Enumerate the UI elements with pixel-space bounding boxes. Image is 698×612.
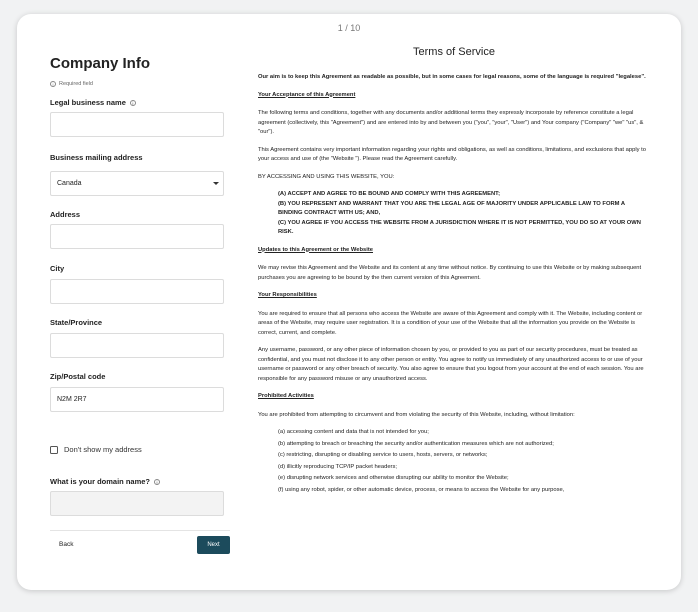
terms-title: Terms of Service — [413, 46, 495, 58]
dont-show-address-row[interactable] — [50, 445, 142, 454]
list-item: (b) attempting to breach or breaching the security and/or authentication measures which are not authorized; — [278, 440, 554, 447]
dont-show-address-label: Don't show my address — [64, 445, 142, 454]
list-item: (c) restricting, disrupting or disabling service to users, hosts, servers, or networks; — [278, 452, 488, 458]
legal-name-label-text: Legal business name — [50, 98, 126, 107]
paragraph: You are required to ensure that all persons who access the Website are aware of this Agreement and comply with it. The Website, including content or areas of the Website, may require user registration. It is a condition of your use of the Website that all the information you provide on the Website is correct, current, and complete. — [258, 310, 643, 336]
info-icon[interactable]: i — [154, 479, 160, 485]
list-item: (f) using any robot, spider, or other automatic device, process, or means to access the Website for any purpose, — [278, 486, 565, 493]
paragraph: We may revise this Agreement and the Website and its content at any time without notice. By continuing to use this Website or by making subsequent purchases you are agreeing to be bound by the then current version of this Agreement. — [258, 265, 642, 281]
section-heading: Updates to this Agreement or the Website — [258, 246, 373, 253]
zip-input[interactable]: N2M 2R7 — [50, 387, 224, 412]
info-icon: i — [50, 81, 56, 87]
state-label: State/Province — [50, 318, 103, 327]
page-indicator: 1 / 10 — [337, 23, 361, 33]
list-item: (e) disrupting network services and otherwise disrupting our ability to monitor the Website; — [278, 475, 509, 481]
legal-name-input[interactable] — [50, 112, 224, 137]
list-item: (a) accessing content and data that is not intended for you; — [278, 429, 429, 435]
domain-input[interactable] — [50, 491, 224, 516]
paragraph: You are prohibited from attempting to circumvent and from violating the security of this Website, including, without limitation: — [258, 411, 575, 418]
paragraph: BY ACCESSING AND USING THIS WEBSITE, YOU: — [258, 173, 395, 180]
paragraph: Any username, password, or any other piece of information chosen by you, or provided to you as part of our security procedures, must be treated as confidential, and you must not disclose it to any other person or entity. You agree to notify us immediately of any unauthorized access to or use of your username or password or any other breach of security. You also agree to ensure that you logout from your account at the end of each session. You are responsible for any password misuse or any unauthorized access. — [258, 347, 644, 382]
caps-clause: (C) YOU AGREE IF YOU ACCESS THE WEBSITE FROM A JURISDICTION WHERE IT IS NOT PERMITTED, YOU DO SO AT YOUR OWN RISK. — [278, 219, 641, 235]
divider — [50, 530, 230, 531]
terms-body[interactable] — [258, 73, 650, 497]
address-input[interactable] — [50, 224, 224, 249]
section-heading: Your Acceptance of this Agreement — [258, 91, 356, 98]
back-button[interactable]: Back — [59, 541, 74, 548]
city-label: City — [50, 264, 65, 273]
section-heading: Your Responsibilities — [258, 292, 317, 298]
zip-label: Zip/Postal code — [50, 372, 106, 381]
required-note-text: Required field — [59, 81, 93, 87]
info-icon[interactable]: i — [130, 100, 136, 106]
city-input[interactable] — [50, 279, 224, 304]
state-input[interactable] — [50, 333, 224, 358]
mailing-address-label: Business mailing address — [50, 153, 143, 162]
legal-name-label — [50, 98, 136, 107]
domain-label-text: What is your domain name? — [50, 477, 151, 486]
paragraph: The following terms and conditions, together with any documents and/or additional terms they expressly incorporate by reference constitute a legal agreement (collectively, this "Agreement") and are entered into by and between you ("you", "your", "User") and Your company ("Company" "we" "us", & "our"). — [258, 110, 644, 135]
chevron-down-icon — [213, 182, 219, 185]
next-button[interactable]: Next — [197, 536, 230, 554]
country-select-value: Canada — [57, 180, 82, 187]
paragraph: This Agreement contains very important information regarding your rights and obligations, as well as conditions, limitations, and exclusions that apply to your access and use of (the "Website "). Please read the Agreement carefully. — [258, 146, 646, 162]
dont-show-address-checkbox[interactable] — [50, 446, 58, 454]
country-select[interactable] — [50, 171, 224, 196]
form-title: Company Info — [50, 55, 150, 72]
caps-clause: (B) YOU REPRESENT AND WARRANT THAT YOU ARE THE LEGAL AGE OF MAJORITY UNDER APPLICABLE LAW TO FORM A BINDING CONTRACT WITH US; AND, — [278, 200, 625, 216]
terms-intro: Our aim is to keep this Agreement as readable as possible, but in some cases for legal reasons, some of the language is required "legalese". — [258, 74, 646, 80]
required-note — [50, 81, 93, 87]
caps-clause: (A) ACCEPT AND AGREE TO BE BOUND AND COMPLY WITH THIS AGREEMENT; — [278, 191, 501, 197]
dialog-card — [17, 14, 681, 590]
domain-label — [50, 477, 160, 486]
address-label: Address — [50, 210, 81, 219]
list-item: (d) illicitly reproducing TCP/IP packet headers; — [278, 463, 397, 470]
section-heading: Prohibited Activities — [258, 393, 314, 399]
